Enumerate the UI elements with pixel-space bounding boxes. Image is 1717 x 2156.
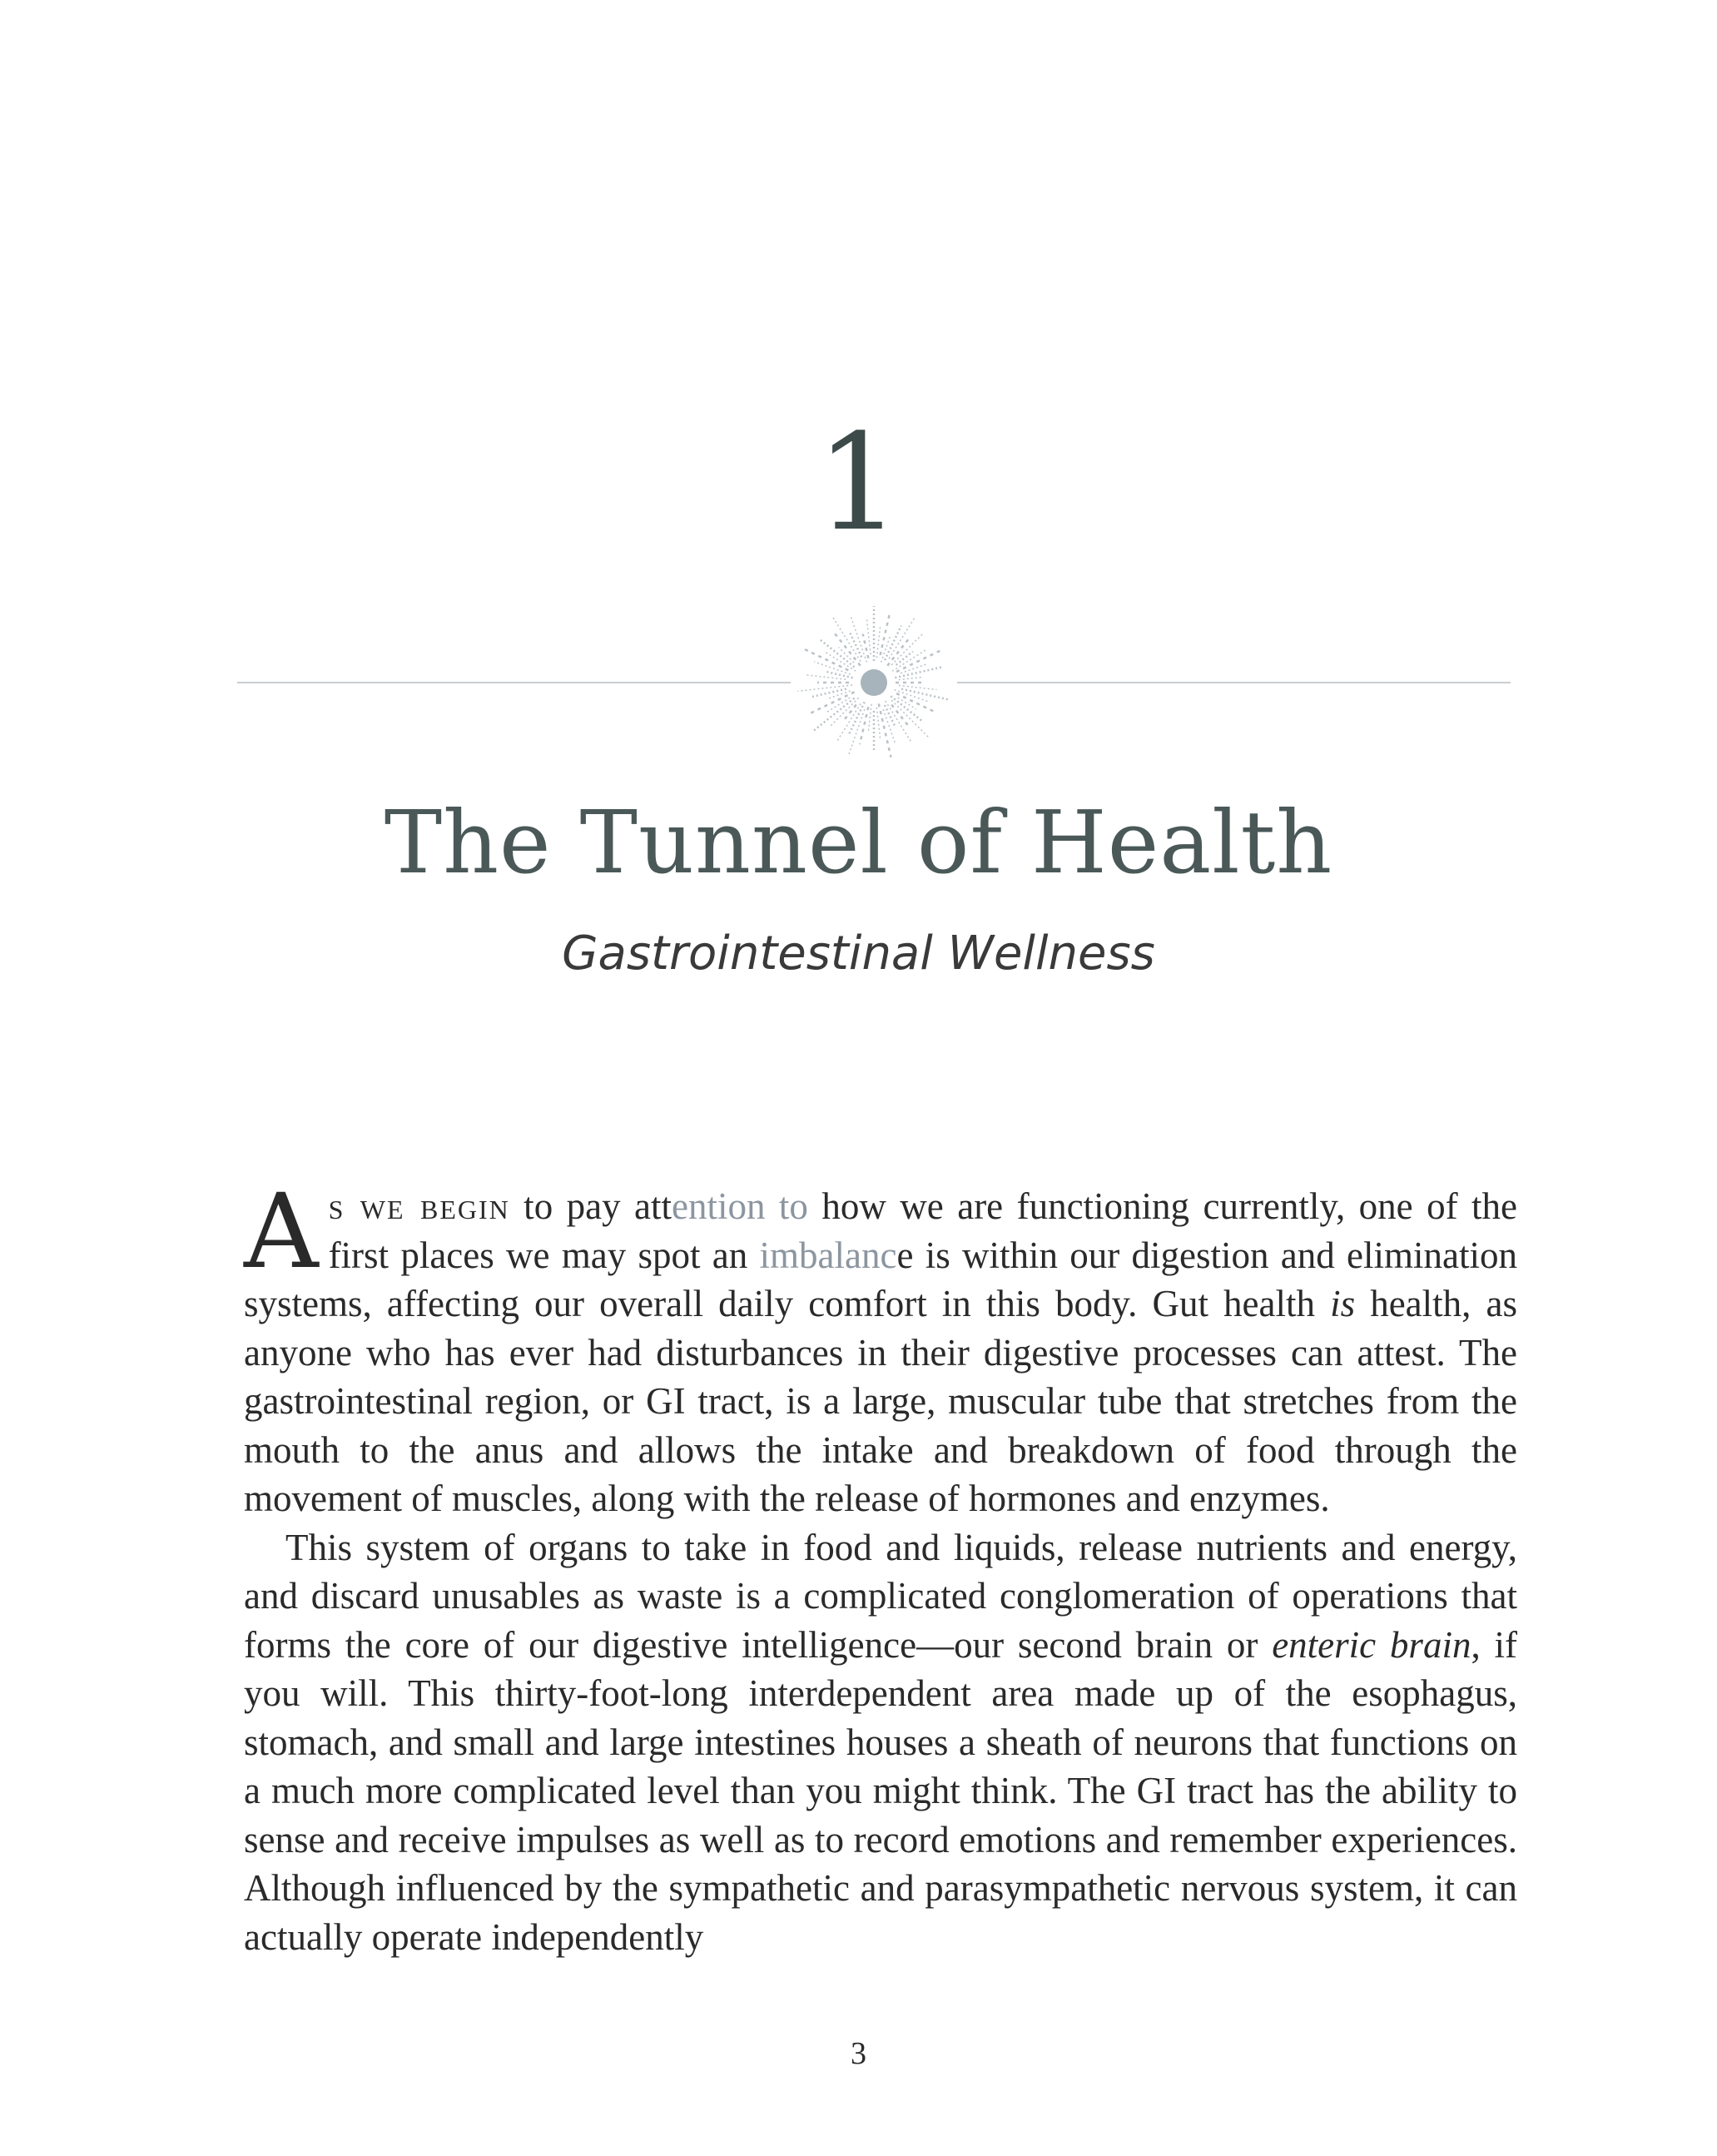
- sunburst-divider-icon: [237, 599, 1511, 766]
- sunburst-ray: [901, 689, 949, 700]
- sunburst-ray: [849, 709, 865, 755]
- sunburst-ray: [826, 672, 853, 678]
- sunburst-ray: [866, 619, 871, 654]
- text-span: This system of organs to take in food and liquids, release nutrients and energy, and discard unusables as waste is a complicated conglomeration of operations that forms the core of our digestive intelligence—our second brain or: [244, 1526, 1517, 1666]
- sunburst-ray: [860, 707, 868, 744]
- sunburst-ray: [881, 614, 890, 655]
- sunburst-ray: [887, 638, 909, 666]
- small-caps-opening: s we begin: [328, 1185, 510, 1227]
- sunburst-ray: [899, 685, 937, 689]
- sunburst-ray: [899, 677, 924, 679]
- emphasis: is: [1330, 1283, 1356, 1324]
- faded-text: ention to: [672, 1185, 808, 1227]
- sunburst-ray: [798, 685, 853, 691]
- text-span: e is within our digestion and elimination systems, affecting our overall daily comfort in this body. Gut health: [244, 1234, 1518, 1324]
- chapter-number: 1: [816, 405, 901, 560]
- text-span: health, as anyone who has ever had disturbances in their digestive processes can attest. The gastrointestinal region, or GI tract, is a large, muscular tube that stretches from the mouth to the anus and allows the intake and breakdown of food through the movement of muscles, along with the release of hormones and enzymes.: [244, 1283, 1517, 1519]
- page-number: 3: [851, 2036, 866, 2071]
- sunburst-ray: [814, 698, 854, 731]
- text-span: to pay att: [509, 1185, 672, 1227]
- paragraph-1: [244, 1172, 1518, 1523]
- sunburst-ray: [833, 618, 861, 661]
- drop-cap: A: [244, 1172, 319, 1292]
- sunburst-ray: [863, 634, 869, 658]
- sunburst-ray: [812, 689, 846, 697]
- faded-text: imbalanc: [759, 1234, 897, 1276]
- paragraph-2: [244, 1523, 1517, 1962]
- sunburst-ray: [851, 617, 866, 663]
- text-span: , if you will. This thirty-foot-long interdependent area made up of the esophagus, stomach, and small and large intestines houses a sheath of neurons that functions on a much more complicated level than you might think. The GI tract has the ability to sense and receive impulses as well as to record emotions and remember experiences. Although influenced by the sympathetic and parasympathetic nervous system, it can actually operate independently: [244, 1623, 1517, 1958]
- sunburst-ray: [879, 703, 891, 757]
- sunburst-ray: [889, 618, 915, 658]
- body-text: [244, 1172, 1518, 1961]
- sunburst-center: [861, 669, 887, 696]
- chapter-title: The Tunnel of Health: [384, 792, 1333, 893]
- sunburst-ray: [885, 626, 901, 660]
- sunburst-ray: [883, 709, 895, 743]
- emphasis: enteric brain: [1272, 1623, 1471, 1666]
- sunburst-ray: [839, 648, 854, 663]
- text-span: how we are functioning currently, one of the first places we may spot an: [328, 1185, 1517, 1276]
- chapter-subtitle: Gastrointestinal Wellness: [562, 926, 1155, 981]
- sunburst-ray: [891, 696, 923, 722]
- sunburst-ray: [898, 698, 916, 709]
